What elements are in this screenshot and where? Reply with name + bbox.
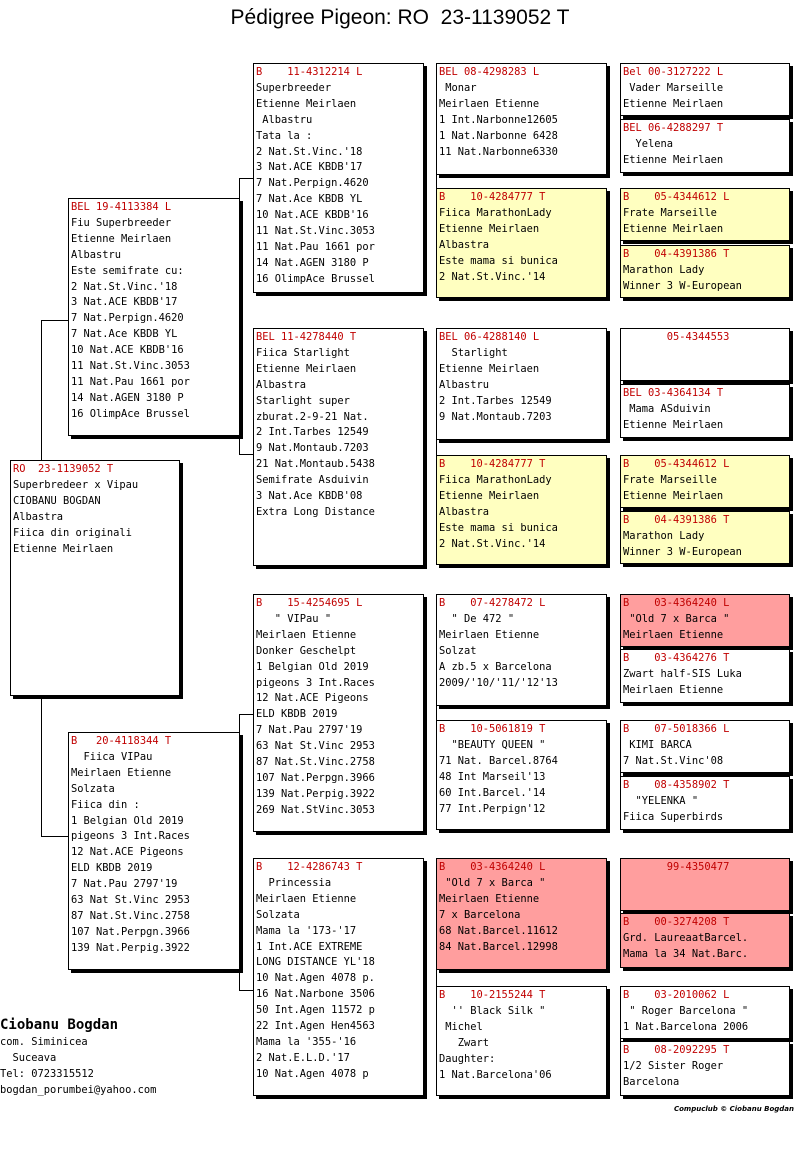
owner-email: bogdan_porumbei@yahoo.com — [0, 1083, 157, 1096]
pigeon-info-line: 1 Belgian Old 2019 — [71, 814, 184, 827]
pigeon-info-line: Starlight — [439, 346, 508, 359]
pigeon-info-line: Fiica MarathonLady — [439, 206, 552, 219]
pigeon-card-gen4 — [620, 913, 790, 968]
ring-number: B 03-4364240 L — [623, 597, 730, 609]
pigeon-info-line: Meirlaen Etienne — [256, 628, 357, 641]
pigeon-info-line: 2 Int.Tarbes 12549 — [256, 426, 369, 439]
pigeon-info-line: 77 Int.Perpign'12 — [439, 802, 546, 815]
pigeon-info-line: Frate Marseille — [623, 473, 717, 486]
ring-number: B 03-4364276 T — [623, 652, 730, 664]
pigeon-info-line: Tata la : — [256, 129, 313, 142]
pigeon-info-line: 2009/'10/'11/'12'13 — [439, 676, 558, 689]
ring-number: B 03-2010062 L — [623, 989, 730, 1001]
connector-line — [41, 320, 42, 461]
pigeon-info-line: 107 Nat.Perpgn.3966 — [71, 925, 190, 938]
pigeon-info-line: Mama la 34 Nat.Barc. — [623, 947, 749, 960]
pigeon-info-line: KIMI BARCA — [623, 738, 692, 751]
ring-number: BEL 19-4113384 L — [71, 201, 172, 213]
ring-number: B 20-4118344 T — [71, 735, 172, 747]
pigeon-card-gen4 — [620, 245, 790, 298]
connector-line — [239, 714, 253, 715]
pigeon-card-sss — [436, 63, 607, 175]
pigeon-card-gen4 — [620, 594, 790, 647]
pigeon-card-gen4 — [620, 1041, 790, 1096]
pigeon-info-line: ELD KBDB 2019 — [256, 708, 338, 721]
pigeon-info-line: Etienne Meirlaen — [439, 489, 540, 502]
page-title: Pédigree Pigeon: RO 23-1139052 T — [230, 6, 570, 29]
pigeon-info-line: pigeons 3 Int.Races — [256, 676, 375, 689]
pigeon-info-line: Meirlaen Etienne — [623, 683, 724, 696]
pigeon-card-sire-dam — [253, 328, 424, 566]
pigeon-info-line: Etienne Meirlaen — [623, 153, 724, 166]
pigeon-info-line: 7 x Barcelona — [439, 908, 521, 921]
pigeon-info-line: 10 Nat.Agen 4078 p — [256, 1067, 369, 1080]
pigeon-info-line: Fiica din : — [71, 798, 140, 811]
pigeon-info-line: ELD KBDB 2019 — [71, 862, 153, 875]
pigeon-info-line: Frate Marseille — [623, 206, 717, 219]
pigeon-info-line: 2 Nat.St.Vinc.'14 — [439, 537, 546, 550]
pigeon-info-line: Superbreeder — [256, 81, 332, 94]
pigeon-card-gen4 — [620, 63, 790, 116]
ring-number: BEL 08-4298283 L — [439, 66, 540, 78]
pigeon-card-sdd — [436, 455, 607, 565]
pigeon-info-line: " De 472 " — [439, 612, 515, 625]
pigeon-info-line: Etienne Meirlaen — [623, 489, 724, 502]
pigeon-info-line: 21 Nat.Montaub.5438 — [256, 458, 375, 471]
pigeon-info-line: "Old 7 x Barca " — [623, 612, 730, 625]
pigeon-info-line: 87 Nat.St.Vinc.2758 — [71, 909, 190, 922]
pigeon-card-sire-sire — [253, 63, 424, 293]
pigeon-info-line: Etienne Meirlaen — [256, 97, 357, 110]
pigeon-info-line: Albastru — [71, 248, 122, 261]
pigeon-info-line: Michel — [439, 1020, 483, 1033]
pigeon-info-line: Meirlaen Etienne — [439, 628, 540, 641]
connector-line — [41, 320, 69, 321]
pigeon-info-line: Albastra — [439, 238, 490, 251]
pigeon-card-gen4 — [620, 986, 790, 1039]
pigeon-info-line: 1 Belgian Old 2019 — [256, 660, 369, 673]
pigeon-info-line: 10 Nat.ACE KBDB'16 — [256, 209, 369, 222]
pigeon-info-line: Meirlaen Etienne — [439, 97, 540, 110]
pigeon-info-line: 11 Nat.St.Vinc.3053 — [256, 225, 375, 238]
pigeon-info-line: 71 Nat. Barcel.8764 — [439, 754, 558, 767]
ring-number: B 04-4391386 T — [623, 514, 730, 526]
pigeon-card-gen4 — [620, 720, 790, 773]
ring-number: BEL 06-4288140 L — [439, 331, 540, 343]
connector-line — [41, 836, 69, 837]
pigeon-info-line: Winner 3 W-European — [623, 545, 742, 558]
pigeon-card-sire — [68, 198, 240, 436]
pigeon-info-line: "Old 7 x Barca " — [439, 876, 546, 889]
pigeon-info-line: Fiica Superbirds — [623, 810, 724, 823]
pigeon-card-subject — [10, 460, 180, 696]
pigeon-info-line: 139 Nat.Perpig.3922 — [256, 787, 375, 800]
pigeon-info-line: 7 Nat.Pau 2797'19 — [71, 878, 178, 891]
pigeon-info-line: Extra Long Distance — [256, 505, 375, 518]
pigeon-info-line: Fiica MarathonLady — [439, 473, 552, 486]
ring-number: B 12-4286743 T — [256, 861, 363, 873]
pigeon-card-ssd — [436, 188, 607, 298]
pigeon-info-line: Etienne Meirlaen — [71, 232, 172, 245]
pigeon-info-line: " Roger Barcelona " — [623, 1004, 749, 1017]
ring-number: B 15-4254695 L — [256, 597, 363, 609]
pigeon-info-line: Meirlaen Etienne — [256, 892, 357, 905]
pigeon-info-line: 269 Nat.StVinc.3053 — [256, 803, 375, 816]
ring-number: B 10-5061819 T — [439, 723, 546, 735]
pigeon-info-line: Este semifrate cu: — [71, 264, 184, 277]
pigeon-info-line: 11 Nat.St.Vinc.3053 — [71, 360, 190, 373]
pigeon-info-line: 3 Nat.ACE KBDB'17 — [71, 296, 178, 309]
pigeon-info-line: 84 Nat.Barcel.12998 — [439, 940, 558, 953]
pigeon-info-line: 7 Nat.Pau 2797'19 — [256, 724, 363, 737]
pigeon-info-line: Albastra — [256, 378, 307, 391]
pigeon-info-line: Semifrate Asduivin — [256, 474, 369, 487]
pigeon-card-dam — [68, 732, 240, 970]
pigeon-info-line: Este mama si bunica — [439, 521, 558, 534]
pigeon-info-line: Yelena — [623, 137, 674, 150]
ring-number: B 07-5018366 L — [623, 723, 730, 735]
pigeon-info-line: zburat.2-9-21 Nat. — [256, 410, 369, 423]
pigeon-info-line: 16 OlimpAce Brussel — [256, 272, 375, 285]
pigeon-info-line: Albastra — [439, 505, 490, 518]
ring-number: 05-4344553 — [623, 331, 730, 343]
pigeon-card-gen4 — [620, 119, 790, 173]
owner-line: Suceava — [0, 1051, 57, 1064]
pigeon-info-line: Fiica Starlight — [256, 346, 350, 359]
pigeon-info-line: Mama la '355-'16 — [256, 1035, 357, 1048]
pigeon-card-gen4 — [620, 858, 790, 911]
ring-number: BEL 03-4364134 T — [623, 387, 724, 399]
pigeon-info-line: Mama la '173-'17 — [256, 924, 357, 937]
pigeon-info-line: 7 Nat.St.Vinc'08 — [623, 754, 724, 767]
pigeon-info-line: Etienne Meirlaen — [13, 542, 114, 555]
ring-number: B 10-4284777 T — [439, 191, 546, 203]
software-credit: Compuclub © Ciobanu Bogdan — [673, 1105, 794, 1113]
pigeon-info-line: Fiica din originali — [13, 526, 132, 539]
pigeon-card-sds — [436, 328, 607, 440]
pigeon-info-line: Superbredeer x Vipau — [13, 478, 139, 491]
ring-number: B 08-2092295 T — [623, 1044, 730, 1056]
pigeon-info-line: 2 Nat.St.Vinc.'18 — [256, 145, 363, 158]
pigeon-card-gen4 — [620, 328, 790, 381]
pigeon-info-line: Solzata — [71, 782, 115, 795]
pigeon-info-line: 1 Nat.Barcelona'06 — [439, 1068, 552, 1081]
connector-line — [239, 178, 253, 179]
pigeon-card-gen4 — [620, 649, 790, 703]
pigeon-card-ddd — [436, 986, 607, 1096]
pigeon-info-line: 1 Int.Narbonne12605 — [439, 113, 558, 126]
pigeon-info-line: Meirlaen Etienne — [623, 628, 724, 641]
pigeon-info-line: Princessia — [256, 876, 332, 889]
pigeon-info-line: 11 Nat.Narbonne6330 — [439, 145, 558, 158]
ring-number: B 10-2155244 T — [439, 989, 546, 1001]
pigeon-info-line: 3 Nat.Ace KBDB'08 — [256, 490, 363, 503]
pigeon-info-line: Marathon Lady — [623, 263, 705, 276]
connector-line — [239, 990, 253, 991]
pigeon-info-line: A zb.5 x Barcelona — [439, 660, 552, 673]
pigeon-info-line: 1/2 Sister Roger — [623, 1059, 724, 1072]
pigeon-info-line: Etienne Meirlaen — [439, 362, 540, 375]
pigeon-info-line: "BEAUTY QUEEN " — [439, 738, 546, 751]
ring-number: BEL 11-4278440 T — [256, 331, 357, 343]
pigeon-info-line: 2 Nat.E.L.D.'17 — [256, 1051, 350, 1064]
pigeon-info-line: 60 Int.Barcel.'14 — [439, 786, 546, 799]
pigeon-info-line: Albastra — [13, 510, 64, 523]
pigeon-info-line: Etienne Meirlaen — [439, 222, 540, 235]
pigeon-card-gen4 — [620, 188, 790, 241]
pigeon-info-line: Este mama si bunica — [439, 254, 558, 267]
pigeon-info-line: Mama ASduivin — [623, 402, 711, 415]
ring-number: B 11-4312214 L — [256, 66, 363, 78]
pigeon-info-line: Meirlaen Etienne — [71, 766, 172, 779]
pigeon-info-line: 9 Nat.Montaub.7203 — [256, 442, 369, 455]
ring-number: B 05-4344612 L — [623, 458, 730, 470]
pigeon-info-line: 7 Nat.Ace KBDB YL — [256, 193, 363, 206]
pigeon-info-line: Albastru — [439, 378, 490, 391]
pigeon-info-line: Starlight super — [256, 394, 350, 407]
pigeon-info-line: 14 Nat.AGEN 3180 P — [71, 391, 184, 404]
pigeon-info-line: Winner 3 W-European — [623, 279, 742, 292]
pigeon-card-gen4 — [620, 776, 790, 830]
pigeon-info-line: Fiica VIPau — [71, 750, 153, 763]
pigeon-info-line: Solzat — [439, 644, 477, 657]
pigeon-info-line: LONG DISTANCE YL'18 — [256, 956, 375, 969]
pigeon-info-line: 16 OlimpAce Brussel — [71, 407, 190, 420]
pigeon-info-line: Fiu Superbreeder — [71, 216, 172, 229]
connector-line — [239, 454, 253, 455]
pigeon-info-line: Donker Geschelpt — [256, 644, 357, 657]
pigeon-card-gen4 — [620, 511, 790, 564]
pigeon-info-line: Marathon Lady — [623, 529, 705, 542]
pigeon-info-line: 7 Nat.Ace KBDB YL — [71, 328, 178, 341]
ring-number: B 08-4358902 T — [623, 779, 730, 791]
pigeon-info-line: Etienne Meirlaen — [623, 418, 724, 431]
pigeon-card-dam-sire — [253, 594, 424, 832]
pigeon-info-line: Daughter: — [439, 1052, 496, 1065]
pigeon-info-line: 7 Nat.Perpign.4620 — [71, 312, 184, 325]
ring-number: B 03-4364240 L — [439, 861, 546, 873]
pigeon-info-line: 12 Nat.ACE Pigeons — [71, 846, 184, 859]
ring-number: B 04-4391386 T — [623, 248, 730, 260]
pigeon-info-line: Zwart — [439, 1036, 490, 1049]
pigeon-card-dss — [436, 594, 607, 706]
ring-number: B 00-3274208 T — [623, 916, 730, 928]
pigeon-info-line: Etienne Meirlaen — [256, 362, 357, 375]
pigeon-info-line: CIOBANU BOGDAN — [13, 494, 101, 507]
pigeon-info-line: Etienne Meirlaen — [623, 97, 724, 110]
pigeon-info-line: 63 Nat St.Vinc 2953 — [71, 894, 190, 907]
pigeon-info-line: 1 Int.ACE EXTREME — [256, 940, 363, 953]
ring-number: Bel 00-3127222 L — [623, 66, 724, 78]
pigeon-info-line: 1 Nat.Barcelona 2006 — [623, 1020, 749, 1033]
pigeon-card-dam-dam — [253, 858, 424, 1096]
pigeon-info-line: 107 Nat.Perpgn.3966 — [256, 771, 375, 784]
pigeon-info-line: 1 Nat.Narbonne 6428 — [439, 129, 558, 142]
ring-number: BEL 06-4288297 T — [623, 122, 724, 134]
pigeon-info-line: 87 Nat.St.Vinc.2758 — [256, 756, 375, 769]
owner-phone: Tel: 0723315512 — [0, 1067, 94, 1080]
pigeon-info-line: 10 Nat.Agen 4078 p. — [256, 972, 375, 985]
ring-number: B 10-4284777 T — [439, 458, 546, 470]
pigeon-info-line: 10 Nat.ACE KBDB'16 — [71, 344, 184, 357]
pigeon-info-line: 9 Nat.Montaub.7203 — [439, 410, 552, 423]
pigeon-info-line: '' Black Silk " — [439, 1004, 546, 1017]
pigeon-card-dds — [436, 858, 607, 970]
pigeon-info-line: 7 Nat.Perpign.4620 — [256, 177, 369, 190]
pigeon-info-line: 2 Nat.St.Vinc.'14 — [439, 270, 546, 283]
pigeon-info-line: 68 Nat.Barcel.11612 — [439, 924, 558, 937]
ring-number: B 07-4278472 L — [439, 597, 546, 609]
pigeon-info-line: Barcelona — [623, 1075, 680, 1088]
pigeon-info-line: Albastru — [256, 113, 313, 126]
owner-info — [0, 1015, 156, 1099]
owner-name: Ciobanu Bogdan — [0, 1017, 119, 1033]
owner-line: com. Siminicea — [0, 1036, 88, 1048]
pigeon-info-line: Zwart half-SIS Luka — [623, 667, 742, 680]
pigeon-card-gen4 — [620, 455, 790, 508]
pigeon-info-line: "YELENKA " — [623, 794, 699, 807]
pigeon-info-line: 11 Nat.Pau 1661 por — [71, 375, 190, 388]
ring-number: B 05-4344612 L — [623, 191, 730, 203]
connector-line — [41, 696, 42, 836]
ring-number: RO 23-1139052 T — [13, 463, 114, 475]
pigeon-info-line: 139 Nat.Perpig.3922 — [71, 941, 190, 954]
pigeon-info-line: Meirlaen Etienne — [439, 892, 540, 905]
pigeon-info-line: " VIPau " — [256, 612, 332, 625]
pigeon-info-line: 50 Int.Agen 11572 p — [256, 1004, 375, 1017]
pigeon-info-line: 3 Nat.ACE KBDB'17 — [256, 161, 363, 174]
pigeon-info-line: 12 Nat.ACE Pigeons — [256, 692, 369, 705]
pigeon-info-line: Monar — [439, 81, 477, 94]
pigeon-info-line: 16 Nat.Narbone 3506 — [256, 988, 375, 1001]
ring-number: 99-4350477 — [623, 861, 730, 873]
pigeon-info-line: Etienne Meirlaen — [623, 222, 724, 235]
pigeon-info-line: 22 Int.Agen Hen4563 — [256, 1020, 375, 1033]
pigeon-card-gen4 — [620, 384, 790, 438]
pigeon-info-line: 2 Int.Tarbes 12549 — [439, 394, 552, 407]
pigeon-info-line: Solzata — [256, 908, 300, 921]
pigeon-info-line: 11 Nat.Pau 1661 por — [256, 240, 375, 253]
pigeon-info-line: 14 Nat.AGEN 3180 P — [256, 256, 369, 269]
pigeon-card-dsd — [436, 720, 607, 830]
pigeon-info-line: 2 Nat.St.Vinc.'18 — [71, 280, 178, 293]
pigeon-info-line: 63 Nat St.Vinc 2953 — [256, 740, 375, 753]
pigeon-info-line: pigeons 3 Int.Races — [71, 830, 190, 843]
pigeon-info-line: Vader Marseille — [623, 81, 724, 94]
pigeon-info-line: Grd. LaureaatBarcel. — [623, 931, 749, 944]
pigeon-info-line: 48 Int Marseil'13 — [439, 770, 546, 783]
